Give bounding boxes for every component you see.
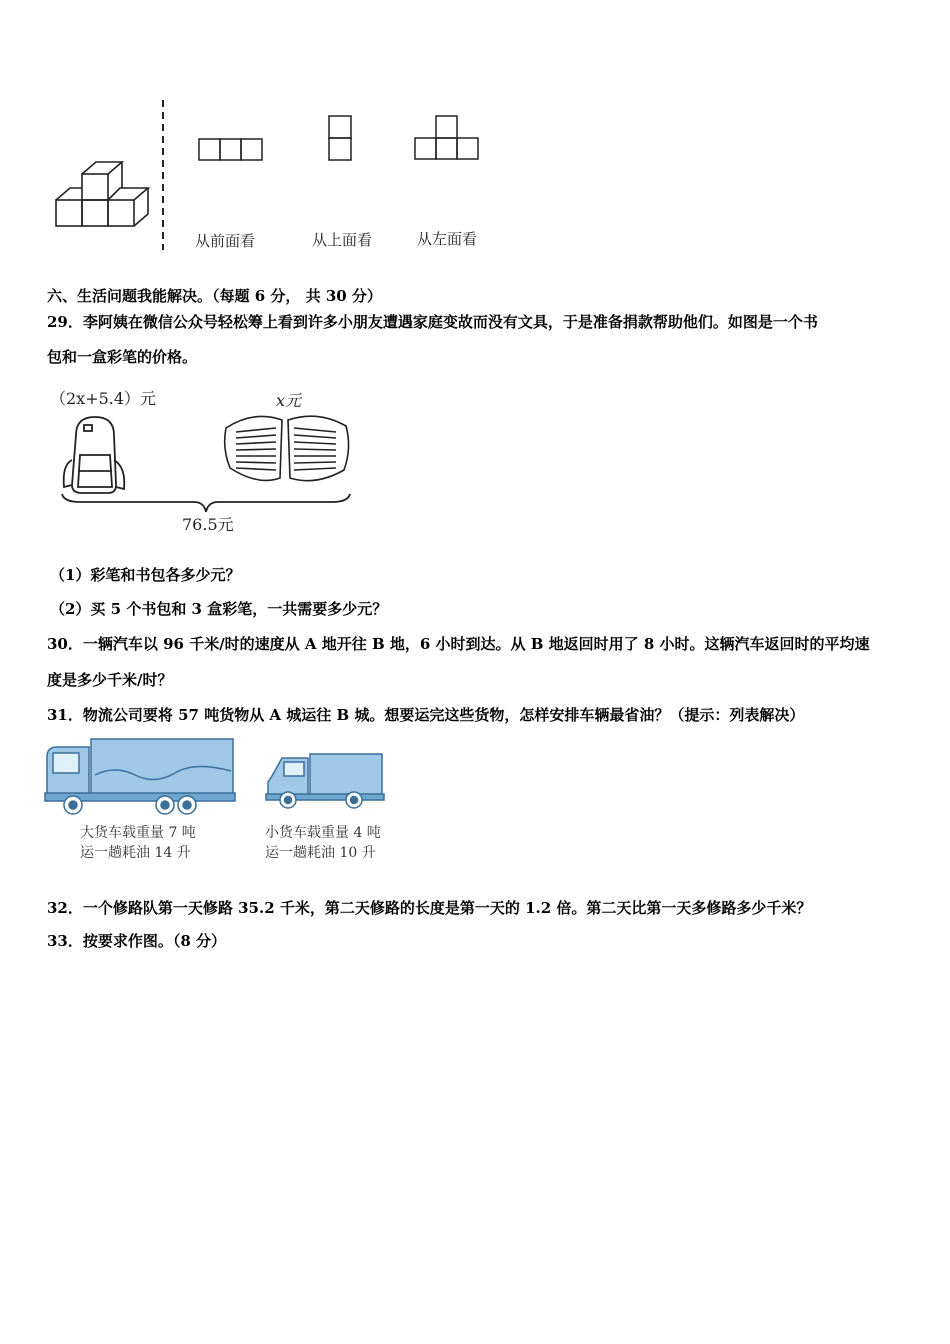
left-view-figure — [414, 115, 484, 163]
q30-text-line1: 30．一辆汽车以 96 千米/时的速度从 A 地开往 B 地，6 小时到达。从 B 地返回时用了 8 小时。这辆汽车返回时的平均速 — [47, 635, 870, 653]
q29-text-line2: 包和一盒彩笔的价格。 — [47, 348, 198, 366]
total-price-label: 76.5元 — [182, 515, 234, 534]
section-heading: 六、生活问题我能解决。（每题 6 分， 共 30 分） — [47, 287, 382, 305]
q29-subquestion-1: （1）彩笔和书包各多少元？ — [50, 566, 241, 584]
top-view-figure — [328, 115, 354, 163]
pen-price-label: x元 — [276, 391, 302, 410]
left-view-label: 从左面看 — [417, 230, 478, 248]
small-truck-icon — [264, 750, 386, 810]
q32-text-line1: 32．一个修路队第一天修路 35.2 千米，第二天修路的长度是第一天的 1.2 倍。第二天比第一天多修路多少千米？ — [47, 899, 812, 917]
top-view-label: 从上面看 — [312, 231, 373, 249]
small-truck-capacity: 小货车载重量 4 吨 — [265, 825, 381, 841]
bag-price-label: （2x+5.4）元 — [50, 389, 157, 408]
total-brace — [60, 492, 352, 514]
dashed-divider — [158, 100, 168, 250]
q30-text-line2: 度是多少千米/时？ — [47, 671, 173, 689]
big-truck-fuel: 运一趟耗油 14 升 — [80, 845, 191, 861]
q31-text-line1: 31．物流公司要将 57 吨货物从 A 城运往 B 城。想要运完这些货物，怎样安排车辆最省油？（提示：列表解决） — [47, 706, 805, 724]
color-pens-icon — [218, 408, 353, 488]
q33-text-line1: 33．按要求作图。（8 分） — [47, 932, 227, 950]
q29-text-line1: 29．李阿姨在微信公众号轻松筹上看到许多小朋友遭遇家庭变故而没有文具，于是准备捐款帮助他们。如图是一个书 — [47, 313, 818, 331]
big-truck-capacity: 大货车载重量 7 吨 — [80, 825, 196, 841]
q29-subquestion-2: （2）买 5 个书包和 3 盒彩笔，一共需要多少元？ — [50, 600, 388, 618]
backpack-icon — [58, 415, 133, 497]
big-truck-icon — [45, 737, 237, 817]
front-view-figure — [198, 138, 268, 162]
front-view-label: 从前面看 — [195, 232, 256, 250]
small-truck-fuel: 运一趟耗油 10 升 — [265, 845, 376, 861]
cube-stack-figure — [50, 155, 160, 235]
